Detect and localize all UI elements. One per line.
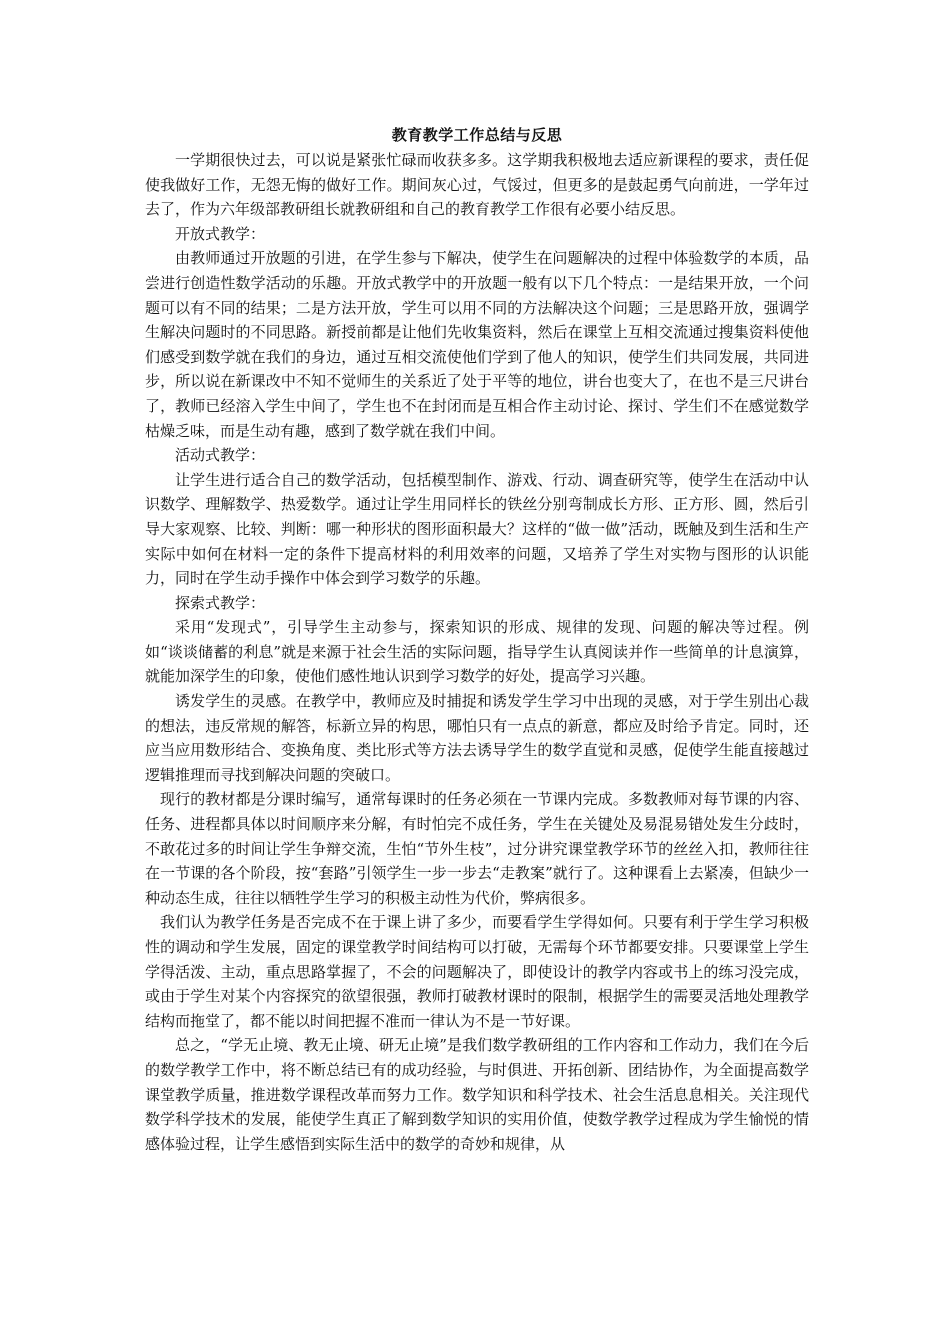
section-body-exploratory-discovery: 采用“发现式”，引导学生主动参与，探索知识的形成、规律的发现、问题的解决等过程。例如“谈谈储蓄的利息”就是来源于社会生活的实际问题，指导学生认真阅读并作一些简单的计息演算，就能加深学生的印象，使他们感性地认识到学习数学的好处，提高学习兴趣。 bbox=[145, 618, 809, 686]
document-page bbox=[145, 124, 809, 1156]
reflection-paragraph-task-completion: 我们认为教学任务是否完成不在于课上讲了多少，而要看学生学得如何。只要有利于学生学习积极性的调动和学生发展，固定的课堂教学时间结构可以打破，无需每个环节都要安排。只要课堂上学生学得活泼、主动，重点思路掌握了，不会的问题解决了，即使设计的教学内容或书上的练习没完成，或由于学生对某个内容探究的欲望很强，教师打破教材课时的限制，根据学生的需要灵活地处理教学结构而拖堂了，都不能以时间把握不准而一律认为不是一节好课。 bbox=[145, 913, 809, 1030]
conclusion-paragraph: 总之，“学无止境、教无止境、研无止境”是我们数学教研组的工作内容和工作动力，我们在今后的数学教学工作中，将不断总结已有的成功经验，与时俱进、开拓创新、团结协作，为全面提高数学课堂教学质量，推进数学课程改革而努力工作。数学知识和科学技术、社会生活息息相关。关注现代数学科学技术的发展，能使学生真正了解到数学知识的实用价值，使数学教学过程成为学生愉悦的情感体验过程，让学生感悟到实际生活中的数学的奇妙和规律，从 bbox=[145, 1036, 809, 1153]
document-title: 教育教学工作总结与反思 bbox=[391, 126, 563, 144]
section-body-activity-teaching: 让学生进行适合自己的数学活动，包括模型制作、游戏、行动、调查研究等，使学生在活动中认识数学、理解数学、热爱数学。通过让学生用同样长的铁丝分别弯制成长方形、正方形、圆，然后引导大家观察、比较、判断：哪一种形状的图形面积最大？这样的“做一做”活动，既触及到生活和生产实际中如何在材料一定的条件下提高材料的利用效率的问题，又培养了学生对实物与图形的认识能力，同时在学生动手操作中体会到学习数学的乐趣。 bbox=[145, 470, 809, 588]
section-heading-exploratory-teaching: 探索式教学： bbox=[175, 593, 266, 612]
section-body-open-teaching: 由教师通过开放题的引进，在学生参与下解决，使学生在问题解决的过程中体验数学的本质，品尝进行创造性数学活动的乐趣。开放式教学中的开放题一般有以下几个特点：一是结果开放，一个问题可以有不同的结果；二是方法开放，学生可以用不同的方法解决这个问题；三是思路开放，强调学生解决问题时的不同思路。新授前都是让他们先收集资料，然后在课堂上互相交流通过搜集资料使他们感受到数学就在我们的身边，通过互相交流使他们学到了他人的知识，使学生们共同发展，共同进步，所以说在新课改中不知不觉师生的关系近了处于平等的地位，讲台也变大了，在也不是三尺讲台了，教师已经溶入学生中间了，学生也不在封闭而是互相合作主动讨论、探讨、学生们不在感觉数学枯燥乏味，而是生动有趣，感到了数学就在我们中间。 bbox=[145, 249, 809, 440]
reflection-paragraph-textbook: 现行的教材都是分课时编写，通常每课时的任务必须在一节课内完成。多数教师对每节课的内容、任务、进程都具体以时间顺序来分解，有时怕完不成任务，学生在关键处及易混易错处发生分歧时，不敢花过多的时间让学生争辩交流，生怕“节外生枝”，过分讲究课堂教学环节的丝丝入扣，教师往往在一节课的各个阶段，按“套路”引领学生一步一步去“走教案”就行了。这种课看上去紧凑，但缺少一种动态生成，往往以牺牲学生学习的积极主动性为代价，弊病很多。 bbox=[145, 790, 809, 907]
section-heading-activity-teaching: 活动式教学： bbox=[175, 446, 266, 465]
intro-paragraph: 一学期很快过去，可以说是紧张忙碌而收获多多。这学期我积极地去适应新课程的要求，责任促使我做好工作，无怨无悔的做好工作。期间灰心过，气馁过，但更多的是鼓起勇气向前进，一学年过去了，作为六年级部教研组长就教研组和自己的教育教学工作很有必要小结反思。 bbox=[145, 151, 809, 219]
section-heading-open-teaching: 开放式教学： bbox=[175, 224, 266, 243]
section-body-exploratory-inspiration: 诱发学生的灵感。在教学中，教师应及时捕捉和诱发学生学习中出现的灵感，对于学生别出心裁的想法，违反常规的解答，标新立异的构思，哪怕只有一点点的新意，都应及时给予肯定。同时，还应当应用数形结合、变换角度、类比形式等方法去诱导学生的数学直觉和灵感，促使学生能直接越过逻辑推理而寻找到解决问题的突破口。 bbox=[145, 692, 809, 784]
